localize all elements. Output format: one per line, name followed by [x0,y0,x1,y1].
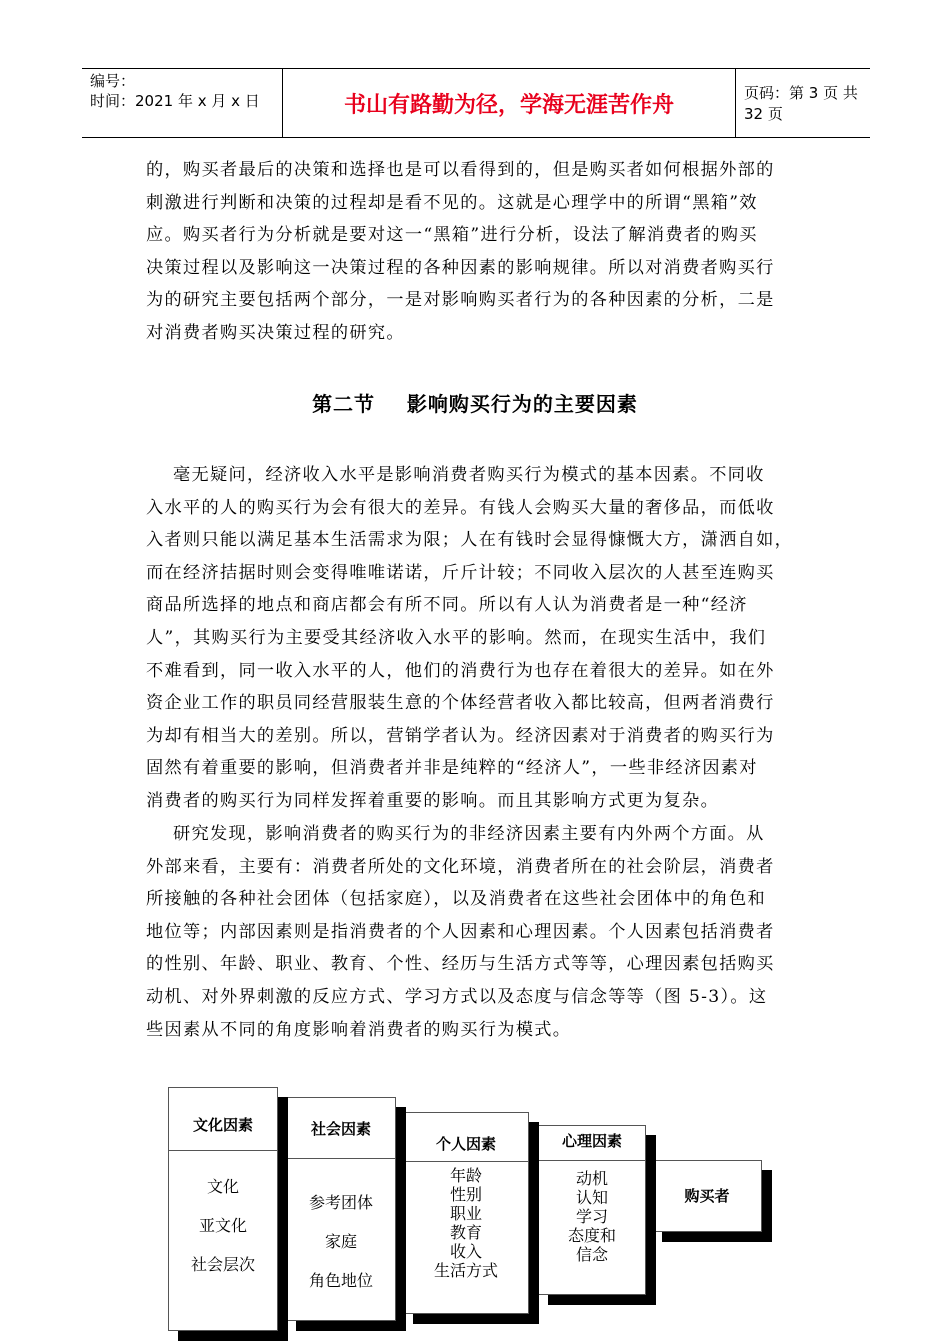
factor-item: 家庭 [324,1232,357,1251]
doc-number-label: 编号： [90,72,136,90]
text-line: 固然有着重要的影响，但消费者并非是纯粹的“经济人”，一些非经济因素对 [146,758,758,779]
page-info: 页码：第 3 页 共 32 页 [744,84,858,123]
paragraph-economic [146,459,806,818]
factor-item: 生活方式 [433,1261,498,1280]
text-line: 的，购买者最后的决策和选择也是可以看得到的，但是购买者如何根据外部的 [146,160,775,180]
culture-factors-list [169,1150,277,1330]
social-factors-list [287,1158,395,1320]
text-line: 而在经济拮据时则会变得唯唯诺诺，斤斤计较；不同收入层次的人甚至连购买 [146,562,775,583]
text-line: 刺激进行判断和决策的过程却是看不见的。这就是心理学中的所谓“黑箱”效 [146,192,758,213]
text-line: 的性别、年龄、职业、教育、个性、经历与生活方式等等，心理因素包括购买 [146,954,775,975]
factor-item: 社会层次 [190,1255,255,1274]
factor-item: 亚文化 [198,1216,247,1235]
psych-factors-list [539,1160,645,1294]
header-motto: 书山有路勤为径，学海无涯苦作舟 [282,69,736,137]
header-meta [90,71,280,111]
social-factors-box [286,1097,396,1321]
factor-item: 信念 [575,1245,608,1264]
text-line: 人”，其购买行为主要受其经济收入水平的影响。然而，在现实生活中，我们 [146,627,767,648]
intro-paragraph [146,154,806,350]
text-line: 所接触的各种社会团体（包括家庭），以及消费者在这些社会团体中的角色和 [146,889,766,910]
text-line: 入水平的人的购买行为会有很大的差异。有钱人会购买大量的奢侈品，而低收 [146,497,775,518]
factor-item: 学习 [575,1207,608,1226]
buyer-label: 购买者 [684,1187,730,1205]
personal-factors-list [404,1161,528,1313]
factor-item: 教育 [449,1223,482,1242]
psych-factors-box [538,1125,646,1295]
text-line: 入者则只能以满足基本生活需求为限；人在有钱时会显得慷慨大方，潇洒自如， [146,530,794,551]
factor-item: 年龄 [449,1166,482,1185]
factor-item: 职业 [449,1204,482,1223]
text-line: 商品所选择的地点和商店都会有所不同。所以有人认为消费者是一种“经济 [146,595,748,616]
text-line: 研究发现，影响消费者的购买行为的非经济因素主要有内外两个方面。从 [146,824,765,844]
factor-item: 动机 [575,1169,608,1188]
text-line: 些因素从不同的角度影响着消费者的购买行为模式。 [146,1019,572,1040]
factor-item: 收入 [449,1242,482,1261]
buyer-box [652,1160,762,1232]
text-line: 对消费者购买决策过程的研究。 [146,322,405,343]
text-line: 资企业工作的职员同经营服装生意的个体经营者收入都比较高，但两者消费行 [146,693,775,714]
personal-factors-box [403,1112,529,1314]
text-line: 地位等；内部因素则是指消费者的个人因素和心理因素。个人因素包括消费者 [146,921,775,942]
factor-item: 性别 [449,1185,482,1204]
text-line: 不难看到，同一收入水平的人，他们的消费行为也存在着很大的差异。如在外 [146,660,775,681]
text-line: 决策过程以及影响这一决策过程的各种因素的影响规律。所以对消费者购买行 [146,257,775,278]
section-title: 第二节 影响购买行为的主要因素 [312,392,638,416]
factor-item: 态度和 [567,1226,616,1245]
culture-factors-box [168,1087,278,1331]
doc-time-label: 时间：2021 年 x 月 x 日 [90,92,260,110]
text-line: 为却有相当大的差别。所以，营销学者认为。经济因素对于消费者的购买行为 [146,725,775,746]
text-line: 应。购买者行为分析就是要对这一“黑箱”进行分析，设法了解消费者的购买 [146,225,758,246]
text-line: 动机、对外界刺激的反应方式、学习方式以及态度与信念等等（图 5-3）。这 [146,986,768,1007]
personal-factors-title: 个人因素 [435,1135,496,1153]
factor-item: 角色地位 [308,1271,373,1290]
factor-item: 文化 [206,1177,239,1196]
text-line: 为的研究主要包括两个部分，一是对影响购买者行为的各种因素的分析，二是 [146,290,775,311]
social-factors-title: 社会因素 [310,1120,371,1138]
psych-factors-title: 心理因素 [561,1132,622,1150]
text-line: 毫无疑问，经济收入水平是影响消费者购买行为模式的基本因素。不同收 [146,465,765,485]
text-line: 外部来看，主要有：消费者所处的文化环境，消费者所在的社会阶层，消费者 [146,856,775,877]
factor-item: 参考团体 [308,1193,373,1212]
text-line: 消费者的购买行为同样发挥着重要的影响。而且其影响方式更为复杂。 [146,790,720,811]
page-header [82,68,870,138]
culture-factors-title: 文化因素 [192,1116,253,1134]
factor-item: 认知 [575,1188,608,1207]
paragraph-noneconomic [146,818,806,1046]
